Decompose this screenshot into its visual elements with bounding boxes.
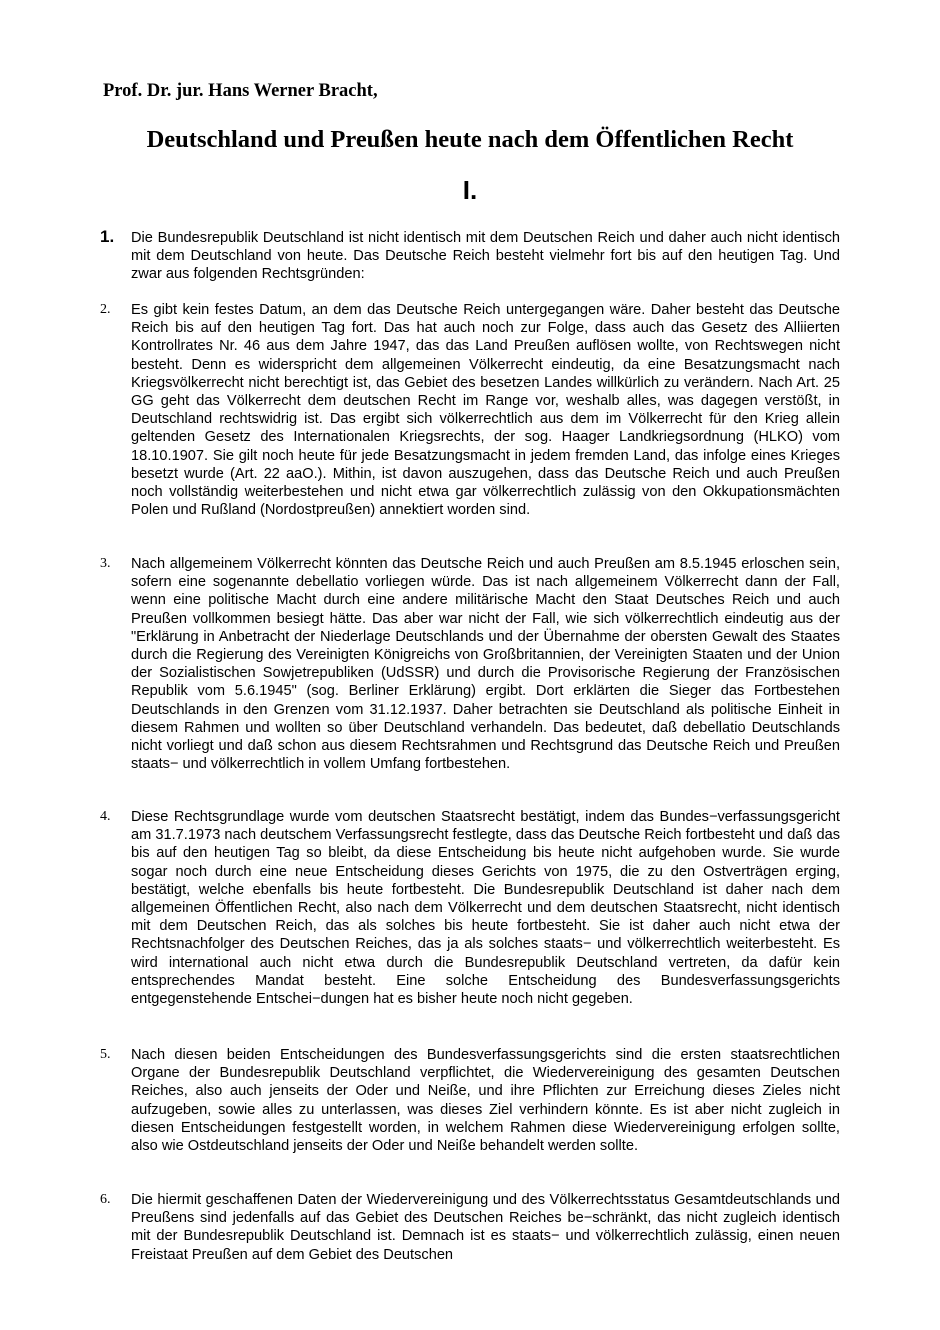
paragraph-number: 6. xyxy=(100,1192,111,1207)
paragraph-text: Diese Rechtsgrundlage wurde vom deutschen Staatsrecht bestätigt, indem das Bundes−verfassungsgericht am 31.7.1973 nach deutschem Verfassungsrecht festlegte, dass das Deutsche Reich fortbesteht und daß das bis auf den heutigen Tag so bleibt, da diese Entscheidung bis heute nicht aufgehoben wurde. Sie wurde sogar noch durch eine neue Entscheidung dieses Gerichts von 1975, die zu den Ostverträgen erging, bestätigt, welche ebenfalls bis heute fortbesteht. Die Bundesrepublik Deutschland ist daher nach dem allgemeinen Öffentlichen Recht, also nach dem Völkerrecht und dem deutschen Staatsrecht, nicht identisch mit dem Deutschen Reich, das als solches bis heute fortbesteht. Sie ist daher auch nicht etwa der Rechtsnachfolger des Deutschen Reiches, das ja als solches staats− und völkerrechtlich weiterbesteht. Es wird international auch nicht etwa durch die Bundesrepublik Deutschland vertreten, da dafür kein entsprechendes Mandat besteht. Eine solche Entscheidung des Bundesverfassungsgerichts entgegenstehende Entschei−dungen hat es bisher heute noch nicht gegeben. xyxy=(131,809,840,1008)
paragraph-text: Es gibt kein festes Datum, an dem das Deutsche Reich untergegangen wäre. Daher besteht das Deutsche Reich bis auf den heutigen Tag fort. Das hat auch noch zur Folge, dass auch das Gesetz des Alliierten Kontrollrates Nr. 46 aus dem Jahre 1947, das das Land Preußen auflösen wollte, von Rechtswegen nicht besteht. Denn es widerspricht dem allgemeinen Völkerrecht eindeutig, da eine Besatzungsmacht nach Kriegsvölkerrecht nicht berechtigt ist, das Gebiet des besetzen Landes willkürlich zu verändern. Nach Art. 25 GG geht das Völkerrecht dem deutschen Recht im Range vor, weshalb alles, was dagegen verstößt, in Deutschland rechtswidrig ist. Das ergibt sich völkerrechtlich aus dem im Völkerrecht für den Krieg allein geltenden Gesetz des Internationalen Kriegsrechts, der sog. Haager Landkriegsordnung (HLKO) vom 18.10.1907. Sie gilt noch heute für jede Besatzungsmacht in jedem fremden Land, das infolge eines Krieges besetzt wurde (Art. 22 aaO.). Mithin, ist davon auszugehen, dass das Deutsche Reich und auch Preußen noch vollständig weiterbestehen und nicht etwa gar völkerrechtlich zulässig von den Okkupationsmächten Polen und Rußland (Nordostpreußen) annektiert worden sind. xyxy=(131,302,840,519)
paragraph-4 xyxy=(100,808,840,1008)
author-line: Prof. Dr. jur. Hans Werner Bracht, xyxy=(103,81,378,101)
paragraph-number: 3. xyxy=(100,556,111,571)
paragraph-text: Nach allgemeinem Völkerrecht könnten das Deutsche Reich und auch Preußen am 8.5.1945 erloschen sein, sofern eine sogenannte debellatio vorliegen würde. Das ist nach allgemeinem Völkerrecht dann der Fall, wenn eine politische Macht durch eine andere militärische Macht den Staat Deutsches Reich und auch Preußen vollkommen besiegt hätte. Das aber war nicht der Fall, wie sich völkerrechtlich eindeutig aus der "Erklärung in Anbetracht der Niederlage Deutschlands und der Übernahme der obersten Gewalt des Staates durch die Regierung des Vereinigten Königreichs von Großbritannien, der Vereinigten Staaten und der Union der Sozialistischen Sowjetrepubliken (UdSSR) und durch die Provisorische Regierung der Französischen Republik vom 5.6.1945" (sog. Berliner Erklärung) ergibt. Dort erklärten die Sieger das Fortbestehen Deutschlands in den Grenzen vom 31.12.1937. Daher betrachten sie Deutschland als politische Einheit in diesem Rahmen und wollten so über Deutschland verhandeln. Das bedeutet, daß debellatio Deutschlands nicht vorliegt und daß schon aus diesem Rechtsrahmen und Rechtsgrund das Deutsche Reich und Preußen staats− und völkerrechtlich in vollem Umfang fortbestehen. xyxy=(131,556,840,773)
document-title: Deutschland und Preußen heute nach dem Öffentlichen Recht xyxy=(146,126,794,153)
paragraph-5 xyxy=(100,1046,840,1155)
paragraph-number: 5. xyxy=(100,1047,111,1062)
section-heading: I. xyxy=(462,175,478,205)
paragraph-number: 1. xyxy=(100,227,115,246)
paragraph-number: 2. xyxy=(100,302,111,317)
paragraph-number: 4. xyxy=(100,809,111,824)
paragraph-text: Die Bundesrepublik Deutschland ist nicht identisch mit dem Deutschen Reich und daher auch nicht identisch mit dem Deutschland von heute. Das Deutsche Reich besteht vielmehr fort bis auf den heutigen Tag. Und zwar aus folgenden Rechtsgründen: xyxy=(131,230,840,283)
paragraph-text: Die hiermit geschaffenen Daten der Wiedervereinigung und des Völkerrechtsstatus Gesamtdeutschlands und Preußens sind jedenfalls auf das Gebiet des Deutschen Reiches be−schränkt, das nicht zugleich identisch mit der Bundesrepublik Deutschland ist. Demnach ist es staats− und völkerrechtlich zulässig, einen neuen Freistaat Preußen auf dem Gebiet des Deutschen xyxy=(131,1192,840,1263)
paragraph-6 xyxy=(100,1191,840,1264)
paragraph-3 xyxy=(100,555,840,773)
paragraph-1 xyxy=(100,229,840,284)
paragraph-text: Nach diesen beiden Entscheidungen des Bundesverfassungsgerichts sind die ersten staatsrechtlichen Organe der Bundesrepublik Deutschland verpflichtet, die Wiedervereinigung des gesamten Deutschen Reiches, also auch jenseits der Oder und Neiße, und ihre Pflichten zur Erreichung dieses Zieles nicht aufzugeben, sowie alles zu unterlassen, was dieses Ziel verhindern könnte. Es ist aber nicht zugleich in diesen Entscheidungen festgestellt worden, in welchem Rahmen diese Wiedervereinigung erfolgen sollte, also wie Ostdeutschland jenseits der Oder und Neiße behandelt werden sollte. xyxy=(131,1047,840,1155)
paragraph-2 xyxy=(100,301,840,519)
